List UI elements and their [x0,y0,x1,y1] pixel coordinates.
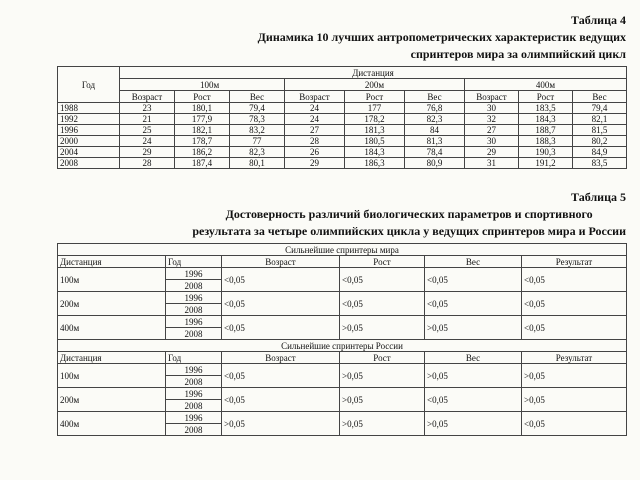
table4-value-cell: 27 [465,125,519,136]
table4-value-cell: 184,3 [519,114,573,125]
table4-subheader: Вес [230,91,285,103]
table4-distance-header: Дистанция [120,67,627,79]
table5-value-cell: <0,05 [522,292,627,316]
table4-value-cell: 24 [285,103,345,114]
table4-value-cell: 30 [465,103,519,114]
table5-value-cell: >0,05 [425,364,522,388]
table4-value-cell: 180,5 [345,136,405,147]
table4-body [58,103,627,169]
table4-value-cell: 81,5 [573,125,627,136]
table-row [58,103,627,114]
table-row [58,364,627,376]
table4-value-cell: 83,5 [573,158,627,169]
table5-distance-cell: 200м [58,292,166,316]
table5-value-cell: >0,05 [425,412,522,436]
table5-value-cell: >0,05 [425,316,522,340]
table5-column-header: Вес [425,256,522,268]
table5-value-cell: >0,05 [340,412,425,436]
table5-year-cell: 2008 [166,424,222,436]
table5-section-title: Сильнейшие спринтеры России [58,340,627,352]
table-row [58,114,627,125]
table4-value-cell: 29 [285,158,345,169]
table4-value-cell: 84,9 [573,147,627,158]
table4-value-cell: 178,7 [175,136,230,147]
table4-value-cell: 28 [120,158,175,169]
table5-section-row [58,340,627,352]
table5-header-row [58,256,627,268]
table4-distance-400: 400м [465,79,627,91]
table5-section-row [58,244,627,256]
table5-value-cell: >0,05 [340,388,425,412]
table5-distance-cell: 100м [58,364,166,388]
table5-value-cell: <0,05 [425,388,522,412]
table4-value-cell: 82,3 [230,147,285,158]
table4-value-cell: 84 [405,125,465,136]
table5-value-cell: <0,05 [425,292,522,316]
table4-value-cell: 81,3 [405,136,465,147]
table4-value-cell: 25 [120,125,175,136]
table-row [58,268,627,280]
table4-title: Таблица 4 [571,13,626,27]
table4-year-cell: 1992 [58,114,120,125]
table4-value-cell: 26 [285,147,345,158]
table4-value-cell: 82,1 [573,114,627,125]
table4-subheader: Рост [519,91,573,103]
table4-value-cell: 24 [285,114,345,125]
table5-year-cell: 2008 [166,376,222,388]
table4-value-cell: 191,2 [519,158,573,169]
table4-subtitle-line2: спринтеров мира за олимпийский цикл [410,47,626,61]
table4-year-cell: 2004 [58,147,120,158]
table4-value-cell: 188,3 [519,136,573,147]
table5-value-cell: >0,05 [522,364,627,388]
table4-value-cell: 21 [120,114,175,125]
table-row [58,292,627,304]
table5-value-cell: <0,05 [340,268,425,292]
table5-value-cell: >0,05 [340,316,425,340]
table5-title: Таблица 5 [571,190,626,204]
table5-column-header: Дистанция [58,352,166,364]
table-row [58,412,627,424]
table5-distance-cell: 400м [58,316,166,340]
table4-value-cell: 79,4 [230,103,285,114]
table4-value-cell: 177,9 [175,114,230,125]
table5-value-cell: >0,05 [522,388,627,412]
table4-value-cell: 186,3 [345,158,405,169]
table4-distance-200: 200м [285,79,465,91]
table5-value-cell: <0,05 [425,268,522,292]
table5-caption [192,189,626,240]
table5-distance-cell: 100м [58,268,166,292]
table4-value-cell: 23 [120,103,175,114]
table4-subheader: Вес [405,91,465,103]
table5-section-title: Сильнейшие спринтеры мира [58,244,627,256]
table4-year-cell: 2000 [58,136,120,147]
table5 [57,243,627,436]
table4-value-cell: 83,2 [230,125,285,136]
table5-year-cell: 1996 [166,412,222,424]
table4 [57,66,627,169]
table4-year-cell: 1988 [58,103,120,114]
table4-subtitle-line1: Динамика 10 лучших антропометрических характеристик ведущих [257,30,626,44]
table5-column-header: Результат [522,352,627,364]
table5-year-cell: 2008 [166,328,222,340]
table5-value-cell: <0,05 [522,316,627,340]
table5-column-header: Год [166,256,222,268]
table4-subheader: Возраст [465,91,519,103]
table5-year-cell: 1996 [166,316,222,328]
table-row [58,125,627,136]
table4-value-cell: 27 [285,125,345,136]
table5-value-cell: >0,05 [340,364,425,388]
table4-value-cell: 77 [230,136,285,147]
table4-value-cell: 187,4 [175,158,230,169]
table4-year-cell: 2008 [58,158,120,169]
table5-distance-cell: 200м [58,388,166,412]
table5-year-cell: 1996 [166,268,222,280]
table4-value-cell: 31 [465,158,519,169]
table5-column-header: Год [166,352,222,364]
table4-value-cell: 78,3 [230,114,285,125]
table5-value-cell: >0,05 [222,412,340,436]
table4-value-cell: 183,5 [519,103,573,114]
table-row [58,147,627,158]
table4-value-cell: 180,1 [175,103,230,114]
table4-distance-100: 100м [120,79,285,91]
table-row [58,136,627,147]
table4-value-cell: 186,2 [175,147,230,158]
table4-subheader: Рост [175,91,230,103]
table5-value-cell: <0,05 [222,292,340,316]
table5-year-cell: 2008 [166,280,222,292]
table4-value-cell: 29 [120,147,175,158]
table4-value-cell: 28 [285,136,345,147]
table5-year-cell: 1996 [166,388,222,400]
table5-value-cell: <0,05 [522,412,627,436]
table5-value-cell: <0,05 [522,268,627,292]
table5-column-header: Дистанция [58,256,166,268]
table-row [58,316,627,328]
table5-subtitle-line1: Достоверность различий биологических параметров и спортивного [225,207,593,221]
table-row [58,388,627,400]
table5-year-cell: 1996 [166,364,222,376]
table4-caption [258,12,626,63]
table4-value-cell: 30 [465,136,519,147]
table4-subheader: Рост [345,91,405,103]
table5-distance-cell: 400м [58,412,166,436]
table5-year-cell: 2008 [166,304,222,316]
table5-value-cell: <0,05 [222,268,340,292]
table4-value-cell: 178,2 [345,114,405,125]
table4-value-cell: 78,4 [405,147,465,158]
table4-value-cell: 24 [120,136,175,147]
table4-value-cell: 184,3 [345,147,405,158]
table5-value-cell: <0,05 [340,292,425,316]
table4-subheader: Вес [573,91,627,103]
table5-year-cell: 2008 [166,400,222,412]
table-row [58,158,627,169]
table4-value-cell: 80,1 [230,158,285,169]
table4-value-cell: 32 [465,114,519,125]
table5-value-cell: <0,05 [222,388,340,412]
table4-subheader-row [58,91,627,103]
table5-column-header: Рост [340,352,425,364]
table4-value-cell: 182,1 [175,125,230,136]
table4-value-cell: 188,7 [519,125,573,136]
table4-year-cell: 1996 [58,125,120,136]
table4-value-cell: 29 [465,147,519,158]
table5-body [58,244,627,436]
table5-value-cell: <0,05 [222,364,340,388]
table4-value-cell: 190,3 [519,147,573,158]
table5-column-header: Вес [425,352,522,364]
table5-value-cell: <0,05 [222,316,340,340]
table4-value-cell: 177 [345,103,405,114]
table4-value-cell: 79,4 [573,103,627,114]
table5-year-cell: 1996 [166,292,222,304]
table4-value-cell: 76,8 [405,103,465,114]
table4-value-cell: 80,2 [573,136,627,147]
table4-year-header: Год [58,67,120,103]
table4-subheader: Возраст [285,91,345,103]
table5-column-header: Рост [340,256,425,268]
table5-header-row [58,352,627,364]
table5-subtitle-line2: результата за четыре олимпийских цикла у ведущих спринтеров мира и России [192,224,626,238]
table5-column-header: Результат [522,256,627,268]
table4-value-cell: 82,3 [405,114,465,125]
table4-value-cell: 80,9 [405,158,465,169]
table5-column-header: Возраст [222,256,340,268]
table5-column-header: Возраст [222,352,340,364]
table4-value-cell: 181,3 [345,125,405,136]
table4-subheader: Возраст [120,91,175,103]
